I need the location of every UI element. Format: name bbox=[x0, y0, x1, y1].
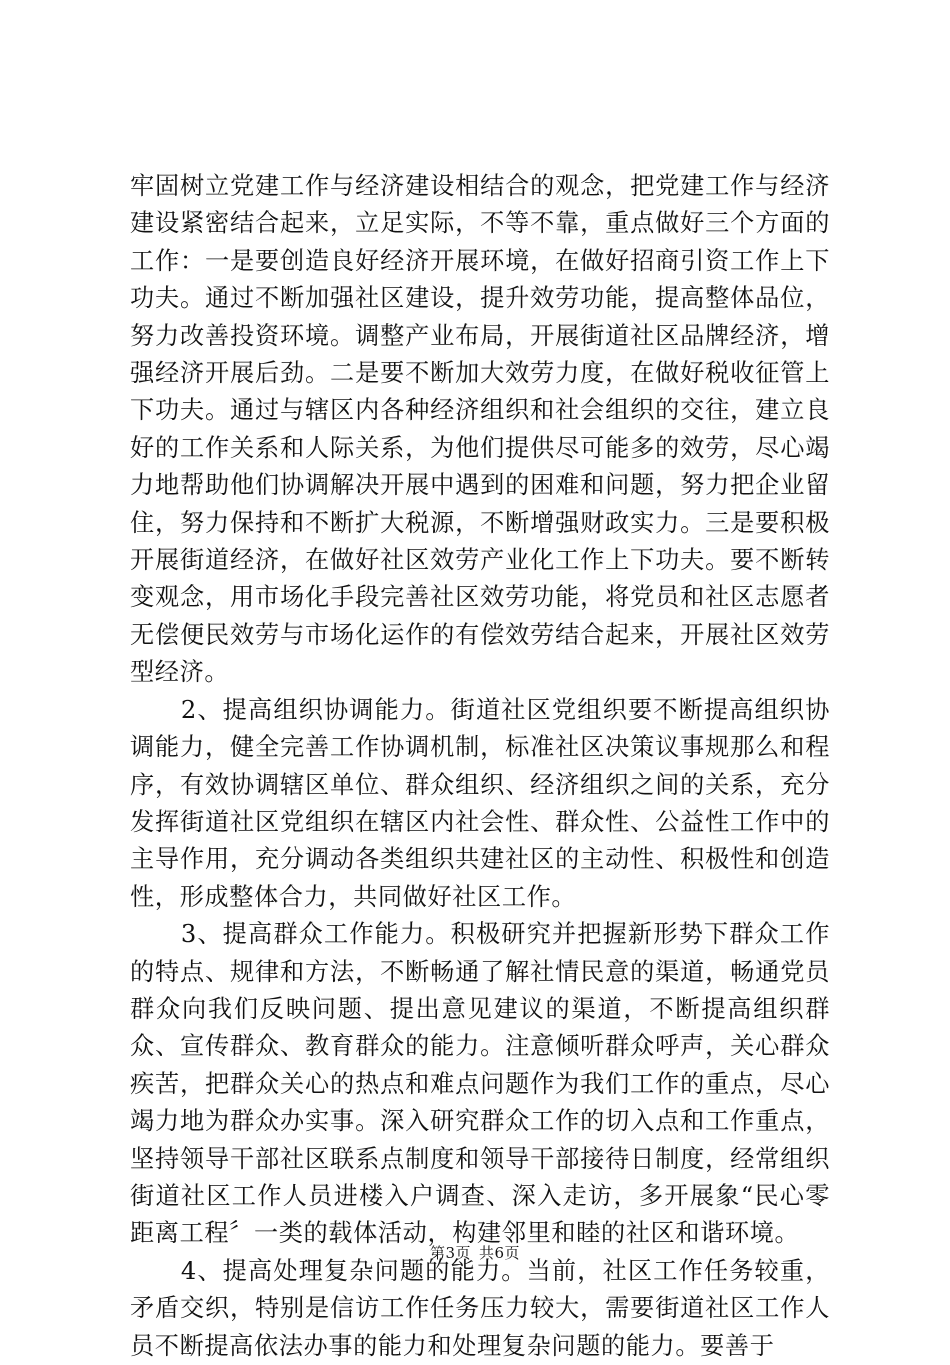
document-body bbox=[130, 168, 830, 1365]
paragraph-complex-issues-ability: 4、提高处理复杂问题的能力。当前，社区工作任务较重，矛盾交织，特别是信访工作任务压力较大，需要街道社区工作人员不断提高依法办事的能力和处理复杂问题的能力。要善于 bbox=[130, 1256, 830, 1360]
page-number: 第3页 bbox=[429, 1244, 471, 1262]
paragraph-economy-continued: 牢固树立党建工作与经济建设相结合的观念，把党建工作与经济建设紧密结合起来，立足实际，不等不靠，重点做好三个方面的工作：一是要创造良好经济开展环境，在做好招商引资工作上下功夫。通过不断加强社区建设，提升效劳功能，提高整体品位，努力改善投资环境。调整产业布局，开展街道社区品牌经济，增强经济开展后劲。二是要不断加大效劳力度，在做好税收征管上下功夫。通过与辖区内各种经济组织和社会组织的交往，建立良好的工作关系和人际关系，为他们提供尽可能多的效劳，尽心竭力地帮助他们协调解决开展中遇到的困难和问题，努力把企业留住，努力保持和不断扩大税源，不断增强财政实力。三是要积极开展街道经济，在做好社区效劳产业化工作上下功夫。要不断转变观念，用市场化手段完善社区效劳功能，将党员和社区志愿者无偿便民效劳与市场化运作的有偿效劳结合起来，开展社区效劳型经济。 bbox=[130, 172, 830, 687]
page-total: 共6页 bbox=[479, 1244, 521, 1262]
paragraph-coordination-ability: 2、提高组织协调能力。街道社区党组织要不断提高组织协调能力，健全完善工作协调机制，标准社区决策议事规那么和程序，有效协调辖区单位、群众组织、经济组织之间的关系，充分发挥街道社区党组织在辖区内社会性、群众性、公益性工作中的主导作用，充分调动各类组织共建社区的主动性、积极性和创造性，形成整体合力，共同做好社区工作。 bbox=[130, 695, 830, 911]
page-footer bbox=[0, 1243, 950, 1263]
paragraph-mass-work-ability: 3、提高群众工作能力。积极研究并把握新形势下群众工作的特点、规律和方法，不断畅通了解社情民意的渠道，畅通党员群众向我们反映问题、提出意见建议的渠道，不断提高组织群众、宣传群众、教育群众的能力。注意倾听群众呼声，关心群众疾苦，把群众关心的热点和难点问题作为我们工作的重点，尽心竭力地为群众办实事。深入研究群众工作的切入点和工作重点，坚持领导干部社区联系点制度和领导干部接待日制度，经常组织街道社区工作人员进楼入户调查、深入走访，多开展象“民心零距离工程〞一类的载体活动，构建邻里和睦的社区和谐环境。 bbox=[130, 920, 830, 1248]
